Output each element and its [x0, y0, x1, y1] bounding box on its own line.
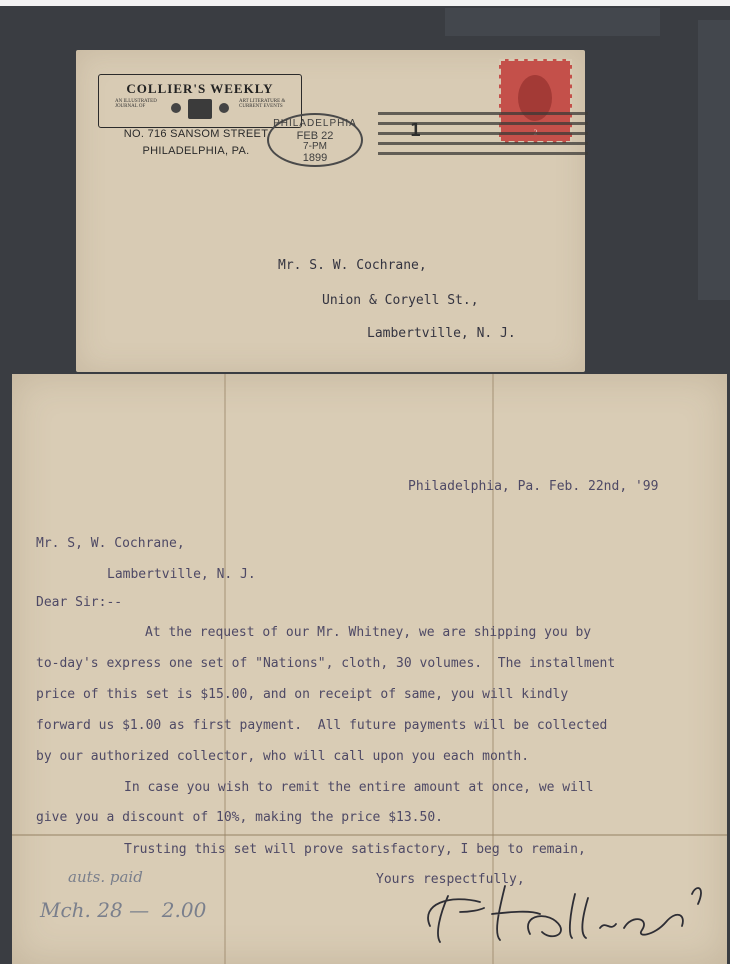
corner-card-subtitle-right: ART LITERATURE & CURRENT EVENTS	[239, 99, 286, 109]
recipient-line3: Lambertville, N. J.	[367, 326, 516, 341]
ornament-icon	[219, 103, 229, 113]
letter-body-line: Trusting this set will prove satisfactory, I beg to remain,	[124, 842, 586, 857]
handwritten-note-line2: Mch. 28 — 2.00	[40, 898, 207, 922]
letter	[12, 374, 727, 964]
scan-top-edge	[0, 0, 730, 6]
sender-address-line1: NO. 716 SANSOM STREET	[123, 128, 269, 140]
postmark-year: 1899	[302, 152, 328, 164]
letter-body-line: In case you wish to remit the entire amount at once, we will	[124, 780, 594, 795]
background-smudge	[445, 8, 660, 36]
corner-card-title: COLLIER'S WEEKLY	[126, 81, 274, 96]
letter-addressee-line1: Mr. S, W. Cochrane,	[36, 536, 185, 551]
letter-addressee-line2: Lambertville, N. J.	[107, 567, 256, 582]
letter-closing: Yours respectfully,	[376, 872, 525, 887]
ornament-icon	[171, 103, 181, 113]
postmark-date: FEB 22	[296, 130, 334, 142]
background-smudge	[698, 20, 730, 300]
letter-body-line: by our authorized collector, who will call upon you each month.	[36, 749, 530, 764]
recipient-line2: Union & Coryell St.,	[322, 293, 479, 308]
letter-salutation: Dear Sir:--	[36, 595, 123, 610]
postmark-city: PHILADELPHIA	[273, 118, 357, 129]
letter-body-line: At the request of our Mr. Whitney, we are shipping you by	[145, 625, 592, 640]
letter-body-line: to-day's express one set of "Nations", cloth, 30 volumes. The installment	[36, 656, 616, 671]
postmark	[267, 113, 363, 167]
letter-body-line: price of this set is $15.00, and on receipt of same, you will kindly	[36, 687, 569, 702]
letter-body-line: give you a discount of 10%, making the price $13.50.	[36, 810, 443, 825]
sender-address-line2: PHILADELPHIA, PA.	[142, 145, 250, 157]
fold-crease	[12, 834, 727, 836]
signature	[410, 874, 710, 946]
letter-dateline: Philadelphia, Pa. Feb. 22nd, '99	[408, 479, 659, 494]
postmark-time: 7-PM	[303, 141, 327, 152]
envelope	[76, 50, 585, 372]
emblem-icon	[188, 99, 212, 119]
letter-body-line: forward us $1.00 as first payment. All future payments will be collected	[36, 718, 608, 733]
corner-card-subtitle-left: AN ILLUSTRATED JOURNAL OF	[115, 99, 157, 109]
recipient-line1: Mr. S. W. Cochrane,	[278, 258, 427, 273]
handwritten-note-line1: auts. paid	[68, 868, 143, 886]
cancellation-number: 1	[410, 120, 421, 141]
